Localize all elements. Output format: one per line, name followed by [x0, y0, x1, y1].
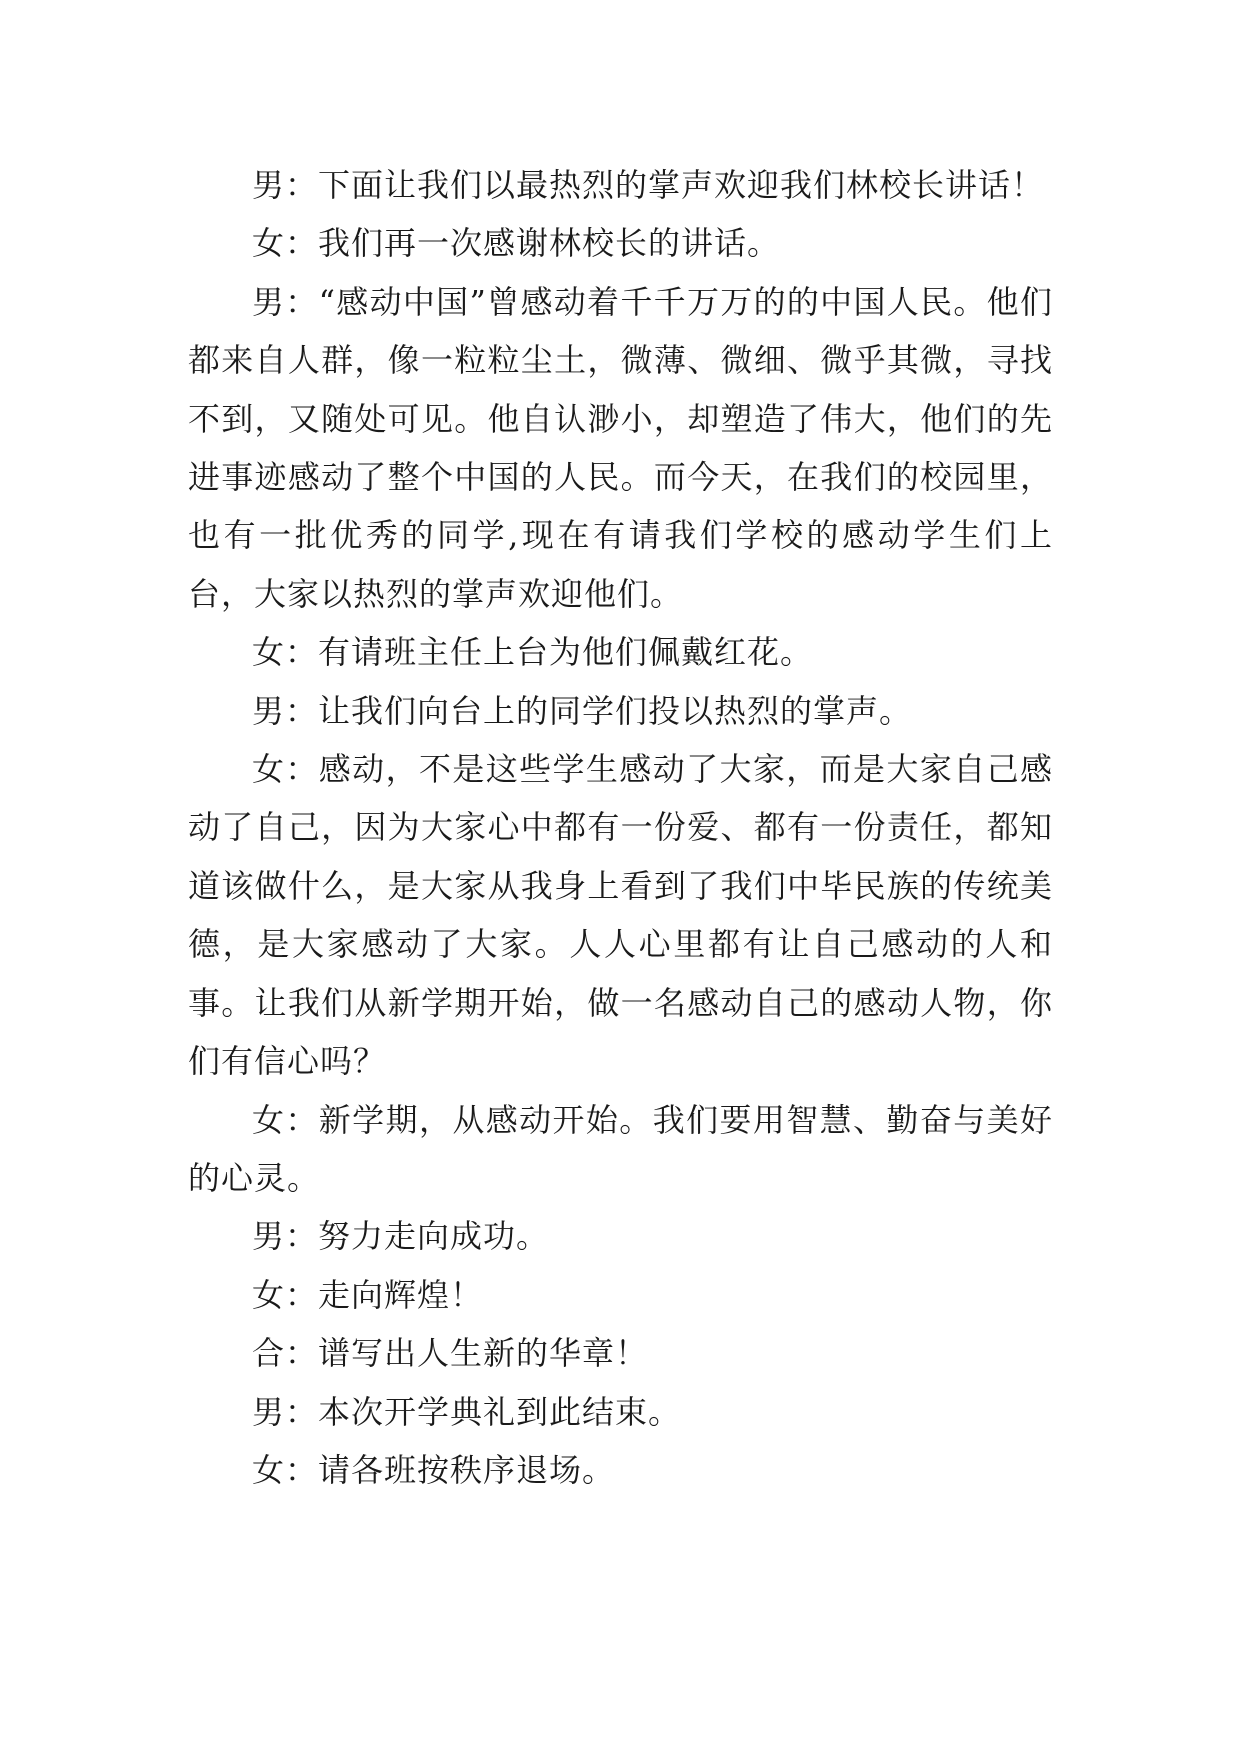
paragraph-10: 合：谱写出人生新的华章！ — [252, 1334, 649, 1373]
paragraph-9: 女：走向辉煌！ — [252, 1275, 484, 1314]
paragraph-3: 男：“感动中国”曾感动着千千万万的的中国人民。他们都来自人群，像一粒粒尘土，微薄、微细、微乎其微，寻找不到，又随处可见。他自认渺小，却塑造了伟大，他们的先进事迹感动了整个中国的人民。而今天，在我们的校园里，也有一批优秀的同学,现在有请我们学校的感动学生们上台，大家以热烈的掌声欢迎他们。 — [188, 282, 1053, 613]
paragraph-4: 女：有请班主任上台为他们佩戴红花。 — [252, 633, 814, 672]
paragraph-7: 女：新学期，从感动开始。我们要用智慧、勤奋与美好的心灵。 — [188, 1100, 1053, 1197]
document-body — [188, 156, 1053, 1499]
paragraph-6: 女：感动，不是这些学生感动了大家，而是大家自己感动了自己，因为大家心中都有一份爱、都有一份责任，都知道该做什么，是大家从我身上看到了我们中毕民族的传统美德，是大家感动了大家。人人心里都有让自己感动的人和事。让我们从新学期开始，做一名感动自己的感动人物，你们有信心吗？ — [188, 750, 1053, 1081]
paragraph-11: 男：本次开学典礼到此结束。 — [252, 1392, 682, 1431]
paragraph-2: 女：我们再一次感谢林校长的讲话。 — [252, 224, 781, 263]
paragraph-5: 男：让我们向台上的同学们投以热烈的掌声。 — [252, 691, 913, 730]
paragraph-12: 女：请各班按秩序退场。 — [252, 1450, 616, 1489]
paragraph-8: 男：努力走向成功。 — [252, 1217, 550, 1256]
paragraph-1: 男：下面让我们以最热烈的掌声欢迎我们林校长讲话！ — [252, 166, 1045, 204]
